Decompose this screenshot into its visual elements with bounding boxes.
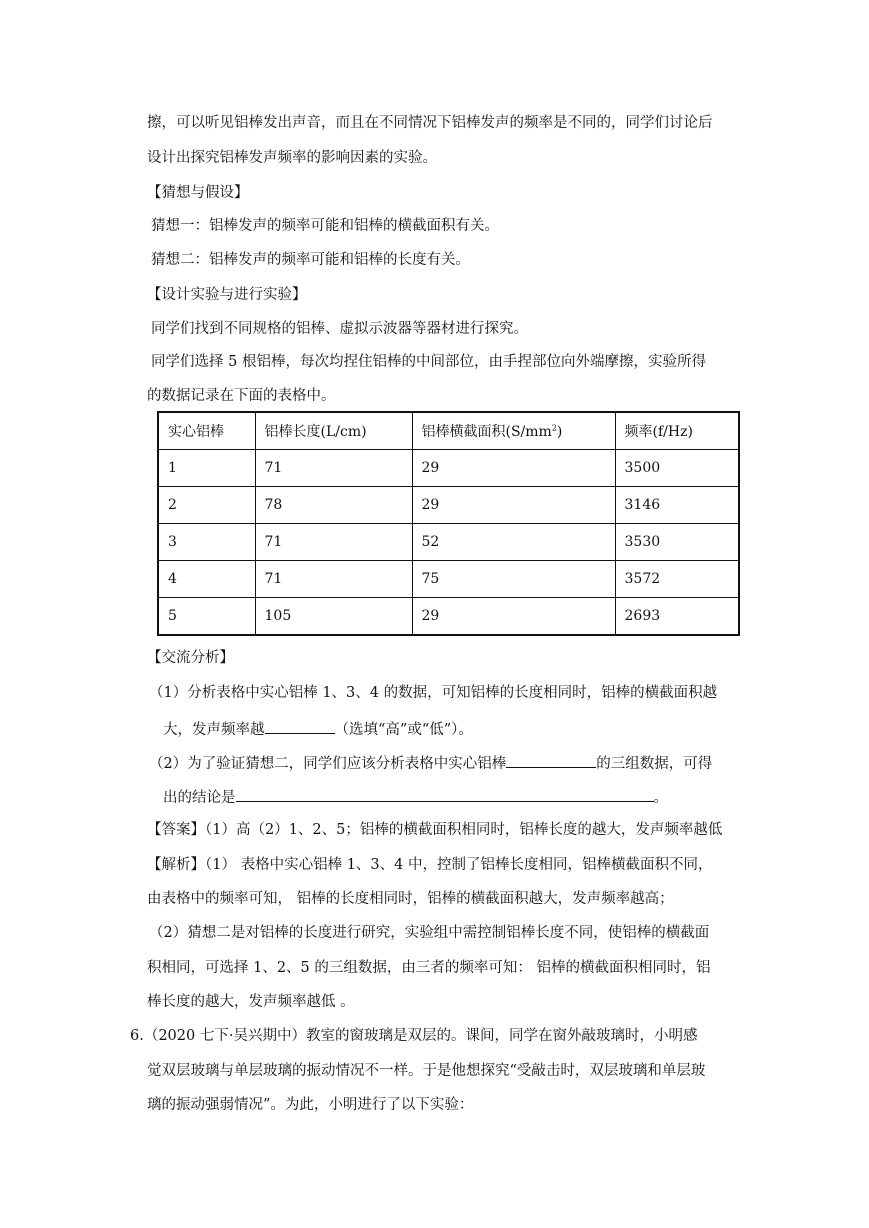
- header-area-close: ): [556, 424, 563, 440]
- table-cell: 78: [255, 487, 412, 524]
- explanation-line-5: 棒长度的越大，发声频率越低 。: [147, 994, 355, 1010]
- table-cell: 2: [158, 487, 255, 524]
- explanation-line-2: 由表格中的频率可知， 铝棒的长度相同时，铝棒的横截面积越大，发声频率越高；: [147, 891, 674, 907]
- header-area-exponent: 2: [551, 423, 557, 433]
- table-row: [158, 598, 739, 636]
- design-paragraph-2b: 的数据记录在下面的表格中。: [147, 388, 336, 404]
- table-cell: 75: [412, 561, 615, 598]
- header-cell: [412, 412, 615, 450]
- question-2-period: 。: [653, 790, 668, 806]
- header-cell: 铝棒长度(L/cm): [255, 412, 412, 450]
- data-table: [157, 411, 740, 636]
- question-1-line-b: [163, 718, 473, 740]
- table-cell: 3: [158, 524, 255, 561]
- analysis-heading: 【交流分析】: [147, 650, 234, 666]
- header-area-text: 铝棒横截面积(S/mm: [421, 424, 552, 440]
- question-2-conclusion-label: 出的结论是: [163, 790, 236, 806]
- table-cell: 3572: [615, 561, 739, 598]
- explanation-line-1: 【解析】（1） 表格中实心铝棒 1、3、4 中，控制了铝棒长度相同，铝棒横截面积不同，: [147, 857, 713, 873]
- question-1-hint: （选填“高”或“低”）。: [334, 722, 473, 738]
- question-2-text: （2）为了验证猜想二，同学们应该分析表格中实心铝棒: [149, 756, 507, 772]
- table-cell: 105: [255, 598, 412, 636]
- header-cell: 频率(f/Hz): [615, 412, 739, 450]
- explanation-line-3: （2）猜想二是对铝棒的长度进行研究，实验组中需控制铝棒长度不同，使铝棒的横截面: [149, 925, 710, 941]
- table-cell: 71: [255, 450, 412, 487]
- answer-blank-3: [236, 786, 654, 802]
- table-cell: 29: [412, 487, 615, 524]
- question-2-text-tail: 的三组数据，可得: [596, 756, 713, 772]
- table-cell: 71: [255, 524, 412, 561]
- table-row: [158, 450, 739, 487]
- table-row: [158, 561, 739, 598]
- hypothesis-heading: 【猜想与假设】: [147, 185, 249, 201]
- intro-line-1: 擦，可以听见铝棒发出声音，而且在不同情况下铝棒发声的频率是不同的，同学们讨论后: [147, 115, 713, 131]
- table-header-row: [158, 412, 739, 450]
- table-cell: 29: [412, 598, 615, 636]
- design-paragraph-1: 同学们找到不同规格的铝棒、虚拟示波器等器材进行探究。: [151, 321, 528, 337]
- answer-line: 【答案】（1）高（2）1、2、5；铝棒的横截面积相同时，铝棒长度的越大，发声频率越低: [147, 822, 723, 838]
- table-cell: 2693: [615, 598, 739, 636]
- table-row: [158, 524, 739, 561]
- question-6-line-1: 6.（2020 七下·吴兴期中）教室的窗玻璃是双层的。课间，同学在窗外敲玻璃时，小明感: [130, 1028, 698, 1044]
- design-heading: 【设计实验与进行实验】: [147, 287, 307, 303]
- table-row: [158, 487, 739, 524]
- table-cell: 3530: [615, 524, 739, 561]
- question-1-text: 大，发声频率越: [163, 722, 265, 738]
- question-6-line-3: 璃的振动强弱情况”。为此，小明进行了以下实验：: [147, 1097, 474, 1113]
- guess-2: 猜想二：铝棒发声的频率可能和铝棒的长度有关。: [151, 252, 470, 268]
- table-cell: 1: [158, 450, 255, 487]
- table-cell: 4: [158, 561, 255, 598]
- guess-1: 猜想一：铝棒发声的频率可能和铝棒的横截面积有关。: [151, 218, 499, 234]
- table-cell: 3146: [615, 487, 739, 524]
- question-6-line-2: 觉双层玻璃与单层玻璃的振动情况不一样。于是他想探究“受敲击时，双层玻璃和单层玻: [147, 1063, 706, 1079]
- explanation-line-4: 积相同，可选择 1、2、5 的三组数据，由三者的频率可知： 铝棒的横截面积相同时，铝: [147, 960, 711, 976]
- table-cell: 29: [412, 450, 615, 487]
- question-2-line-a: [149, 752, 712, 774]
- intro-line-2: 设计出探究铝棒发声频率的影响因素的实验。: [147, 150, 437, 166]
- design-paragraph-2a: 同学们选择 5 根铝棒，每次均捏住铝棒的中间部位，由手捏部位向外端摩擦，实验所得: [151, 354, 706, 370]
- question-2-line-b: [163, 786, 668, 808]
- answer-blank-2: [506, 752, 596, 768]
- header-cell: 实心铝棒: [158, 412, 255, 450]
- table-cell: 3500: [615, 450, 739, 487]
- question-1-line-a: （1）分析表格中实心铝棒 1、3、4 的数据，可知铝棒的长度相同时，铝棒的横截面积越: [149, 685, 718, 701]
- table-cell: 52: [412, 524, 615, 561]
- answer-blank-1: [265, 718, 335, 734]
- table-cell: 5: [158, 598, 255, 636]
- table-cell: 71: [255, 561, 412, 598]
